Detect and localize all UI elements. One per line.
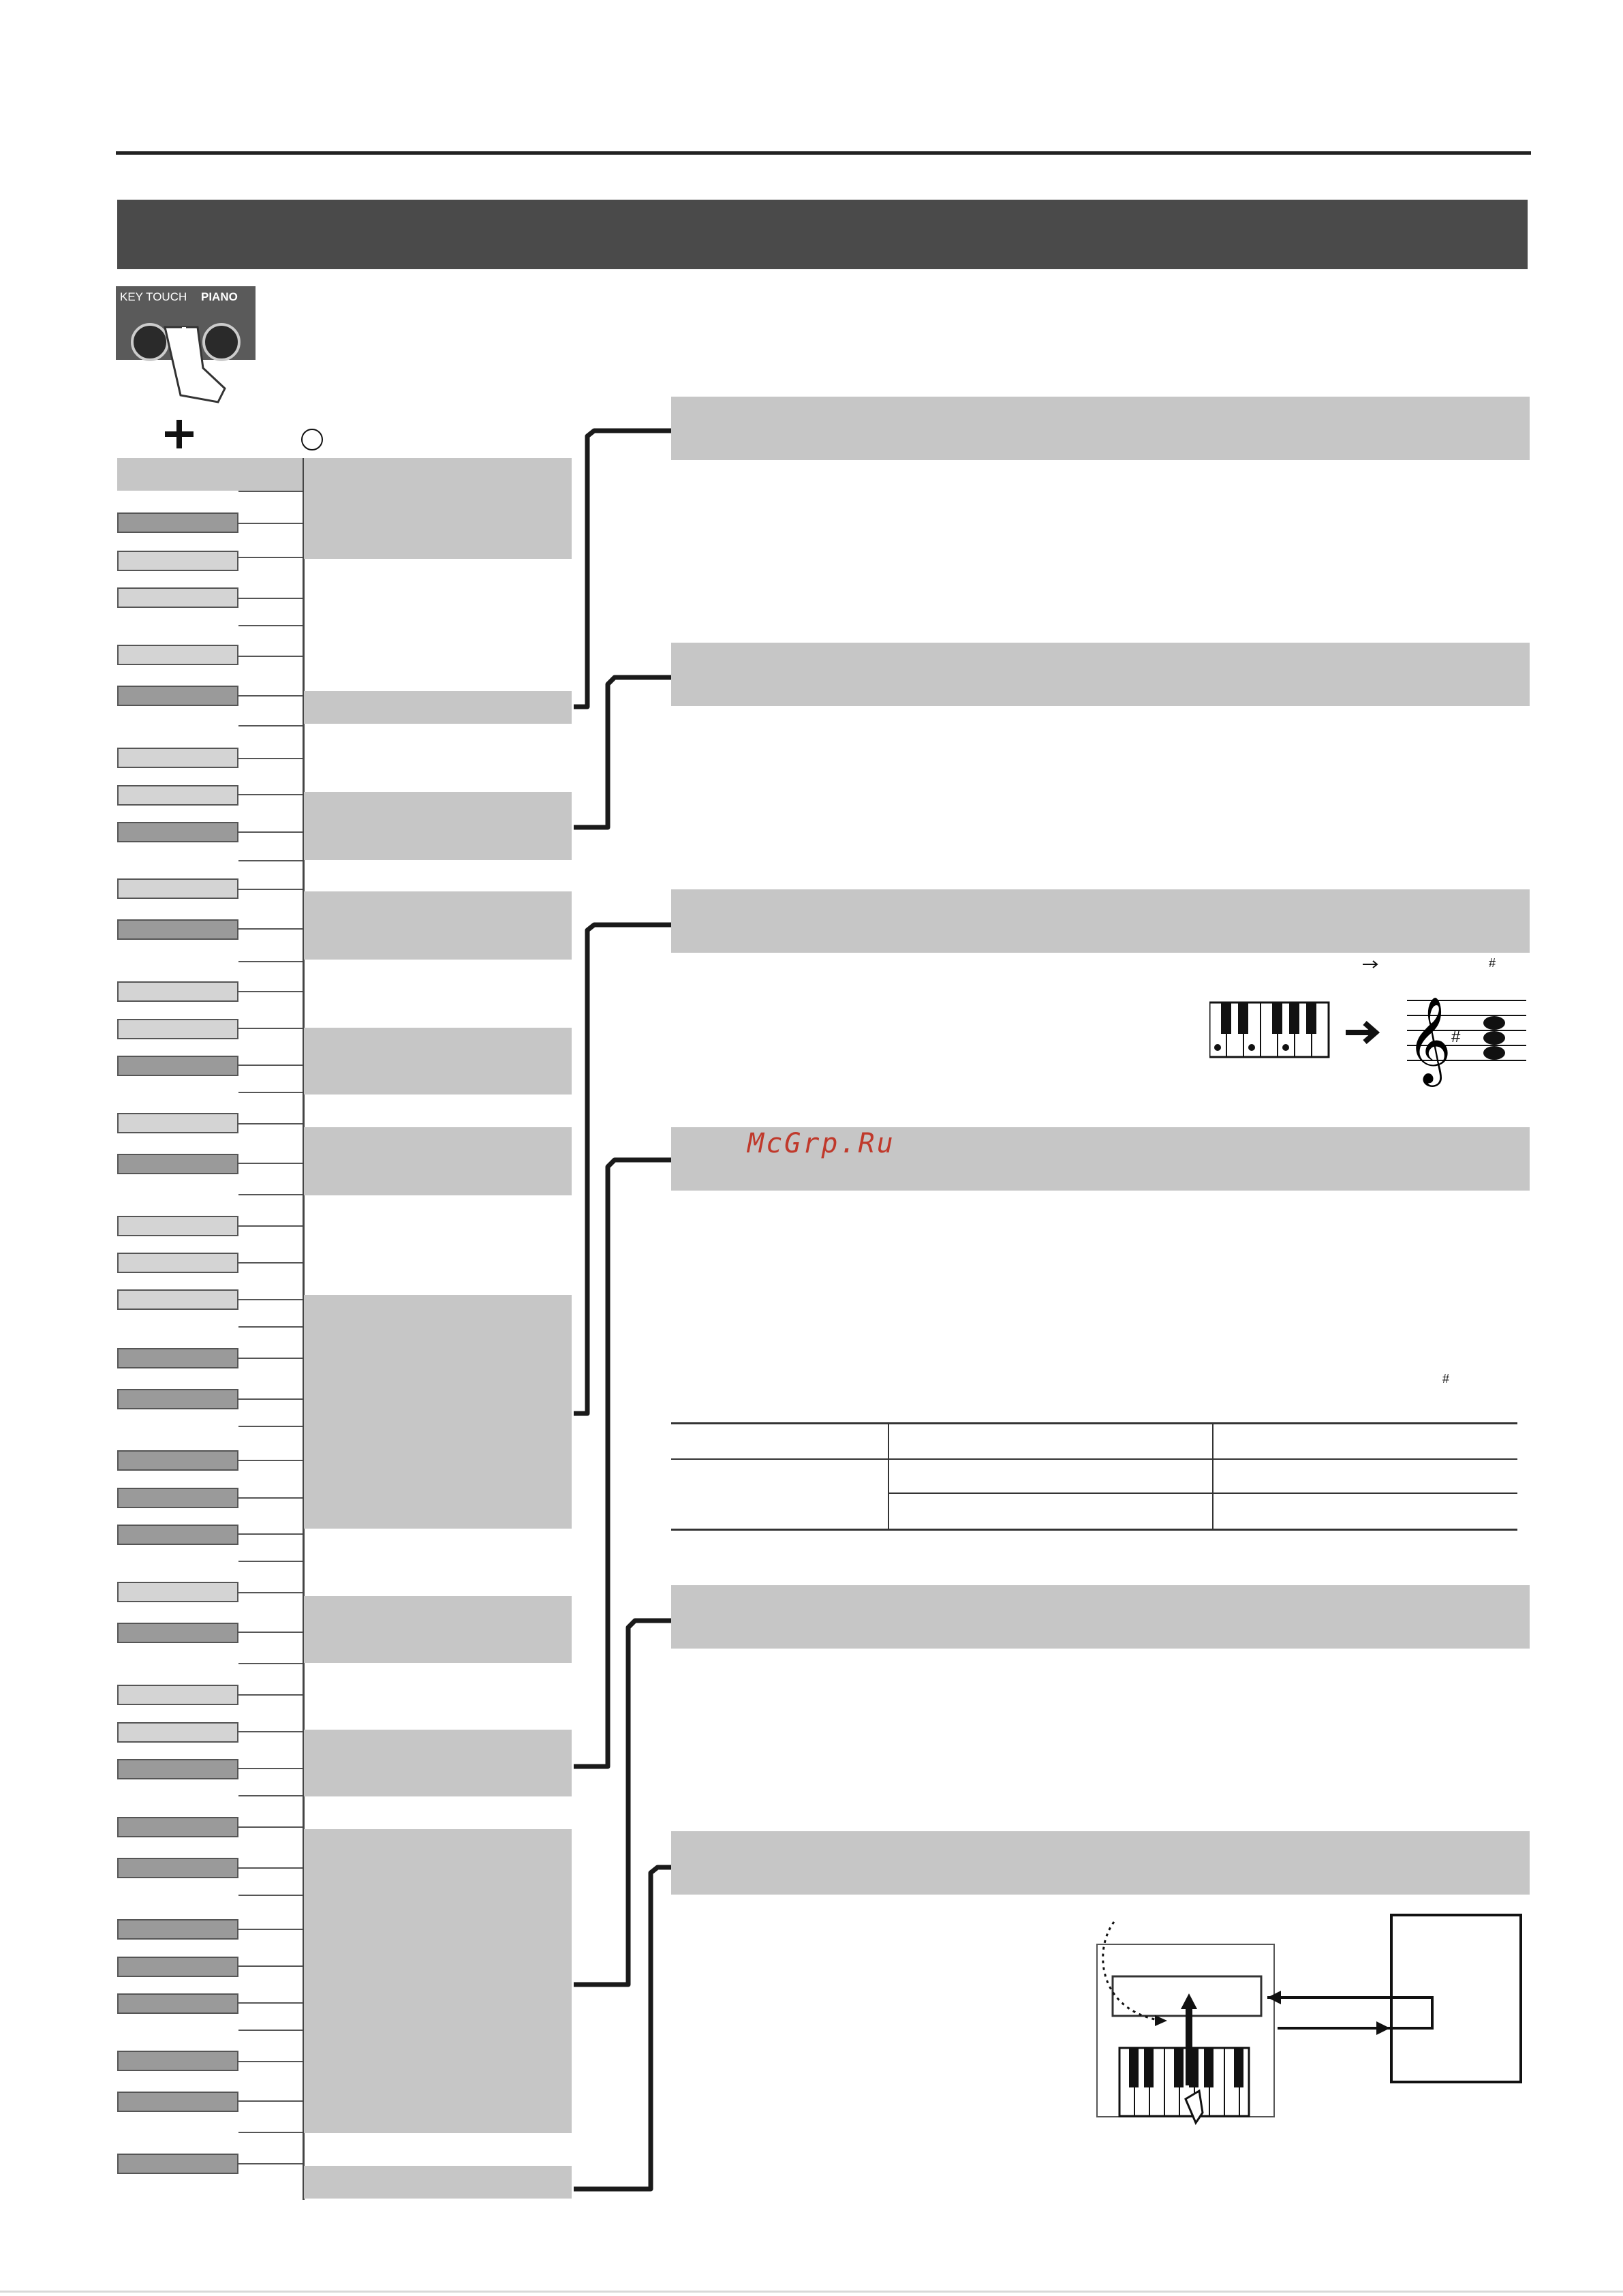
sharp-mark: # [1442,1372,1450,1386]
sharp-mark: # [1489,956,1496,970]
key-touch-label: KEY TOUCH [120,290,187,303]
arrow-right-icon [1346,1023,1376,1042]
data-table [671,1422,1517,1531]
footer-line [0,2291,1623,2293]
chord-illustration [1209,956,1530,1092]
piano-label: PIANO [201,290,238,303]
hand-keyboard-icon [1087,1908,1530,2133]
treble-clef-icon: 𝄞 [1407,996,1452,1083]
sharp-mark: # [1451,1028,1461,1046]
watermark-text: McGrp.Ru [747,1128,895,1159]
